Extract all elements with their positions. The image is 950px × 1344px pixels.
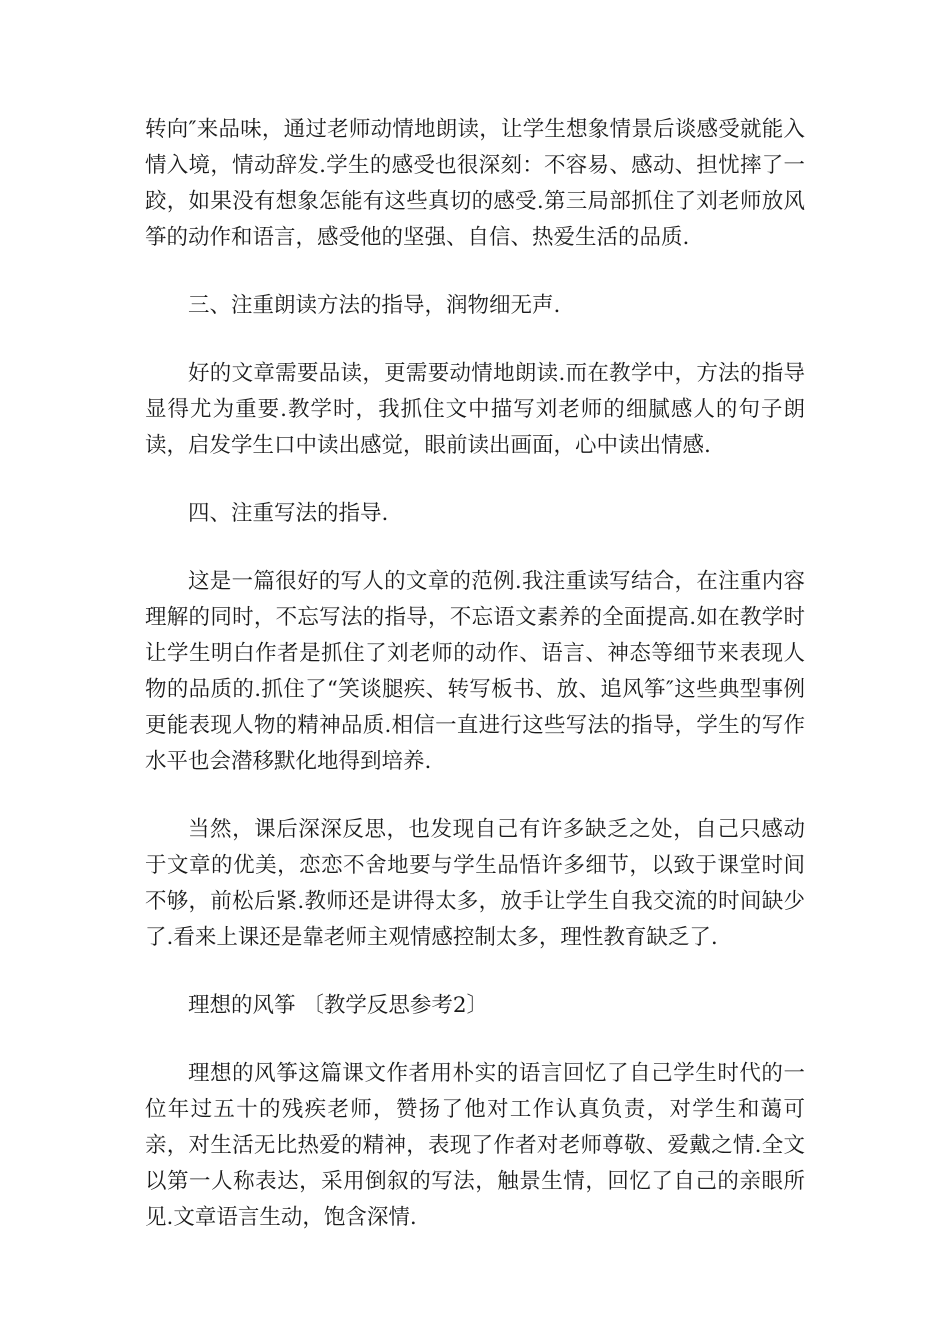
document-page xyxy=(145,112,805,1268)
paragraph-reflection: 当然，课后深深反思，也发现自己有许多缺乏之处，自己只感动于文章的优美，恋恋不舍地要与学生品悟许多细节，以致于课堂时间不够，前松后紧.教师还是讲得太多，放手让学生自我交流的时间缺少了.看来上课还是靠老师主观情感控制太多，理性教育缺乏了. xyxy=(145,817,805,950)
paragraph-reading-method: 好的文章需要品读，更需要动情地朗读.而在教学中，方法的指导显得尤为重要.教学时，我抓住文中描写刘老师的细腻感人的句子朗读，启发学生口中读出感觉，眼前读出画面，心中读出情感. xyxy=(145,361,805,458)
paragraph-writing-method: 这是一篇很好的写人的文章的范例.我注重读写结合，在注重内容理解的同时，不忘写法的指导，不忘语文素养的全面提高.如在教学时让学生明白作者是抓住了刘老师的动作、语言、神态等细节来表现人物的品质的.抓住了“笑谈腿疾、转写板书、放、追风筝″这些典型事例更能表现人物的精神品质.相信一直进行这些写法的指导，学生的写作水平也会潜移默化地得到培养. xyxy=(145,569,805,774)
section-heading-three: 三、注重朗读方法的指导，润物细无声. xyxy=(188,293,561,318)
section-heading-four: 四、注重写法的指导. xyxy=(188,501,389,526)
article-title: 理想的风筝 〔教学反思参考2〕 xyxy=(188,993,489,1018)
paragraph-continuation: 转向″来品味，通过老师动情地朗读，让学生想象情景后谈感受就能入情入境，情动辞发.学生的感受也很深刻：不容易、感动、担忧摔了一跤，如果没有想象怎能有这些真切的感受.第三局部抓住了刘老师放风筝的动作和语言，感受他的坚强、自信、热爱生活的品质. xyxy=(145,117,805,250)
paragraph-introduction: 理想的风筝这篇课文作者用朴实的语言回忆了自己学生时代的一位年过五十的残疾老师，赞扬了他对工作认真负责，对学生和蔼可亲，对生活无比热爱的精神，表现了作者对老师尊敬、爱戴之情.全文以第一人称表达，采用倒叙的写法，触景生情，回忆了自己的亲眼所见.文章语言生动，饱含深情. xyxy=(145,1061,805,1230)
